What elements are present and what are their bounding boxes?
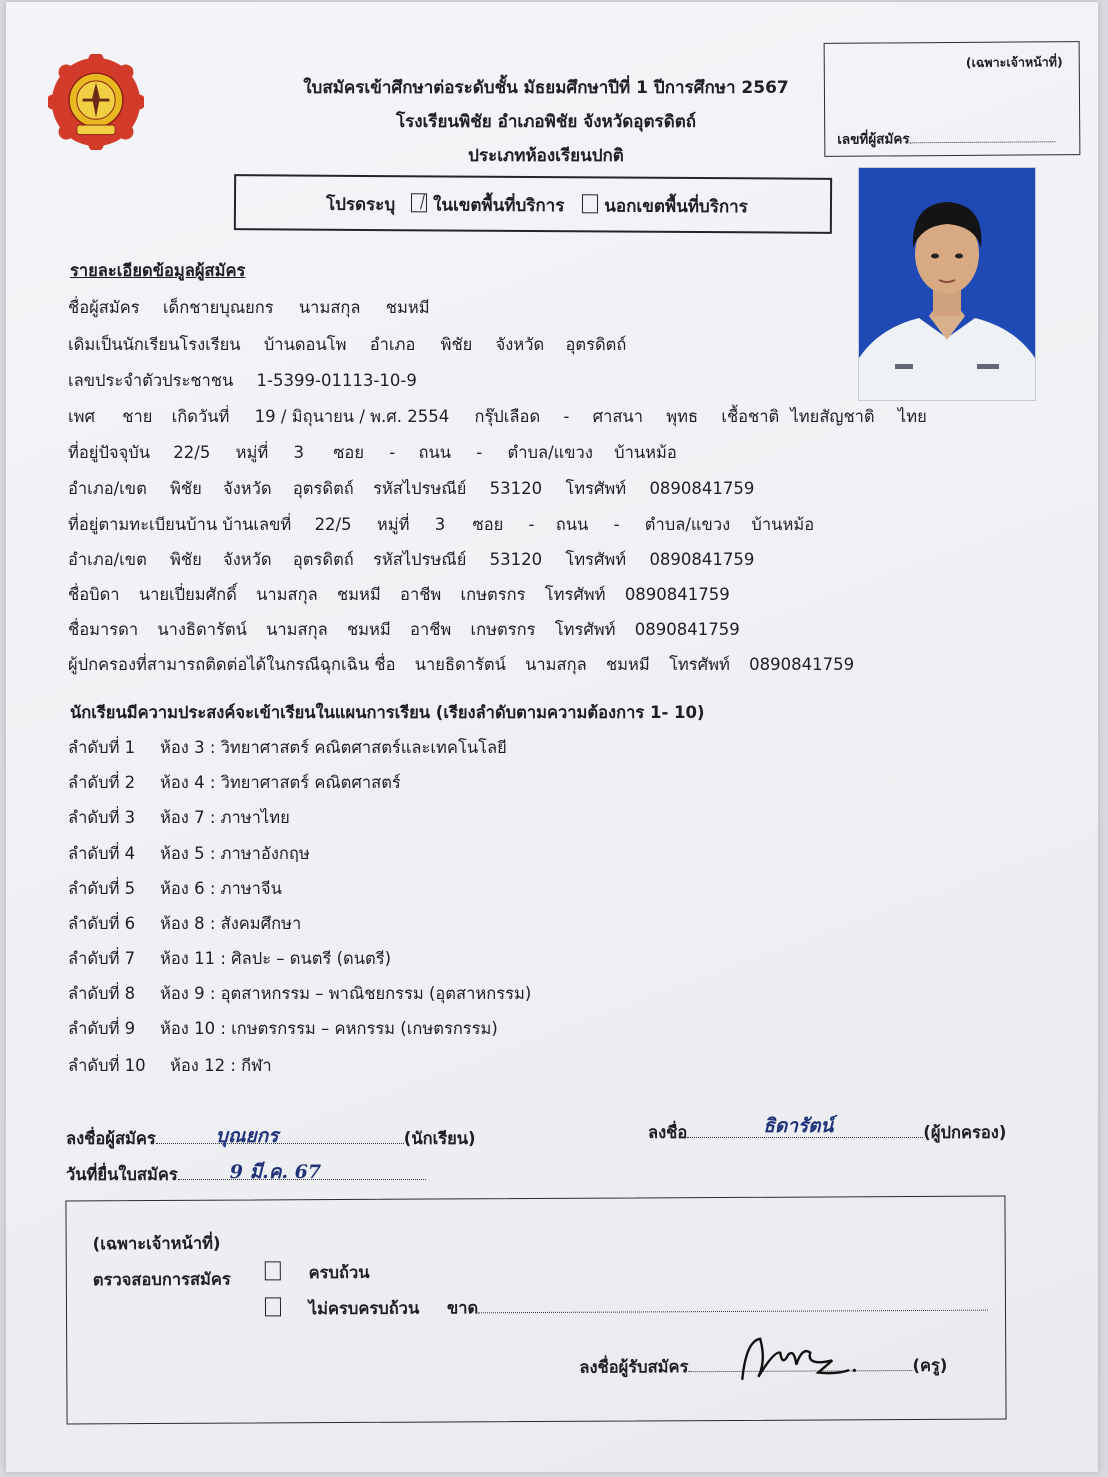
phone-2: 0890841759	[649, 550, 755, 569]
complete-label: ครบถ้วน	[308, 1262, 370, 1283]
staff-use-box	[65, 1196, 1006, 1425]
preference-item	[68, 1016, 498, 1042]
citizen-id: 1-5399-01113-10-9	[256, 371, 417, 390]
complete-option[interactable]	[265, 1260, 370, 1287]
reg-addr-label: ที่อยู่ตามทะเบียนบ้าน บ้านเลขที่	[68, 515, 292, 534]
amphoe-2: พิชัย	[170, 550, 202, 569]
guardian-signature-label: ลงชื่อ	[648, 1123, 688, 1142]
out-area-checkbox[interactable]	[582, 194, 598, 213]
preference-item	[68, 805, 290, 831]
area-selection-box	[234, 174, 832, 234]
mother-surname: ชมหมี	[346, 620, 391, 639]
complete-checkbox[interactable]	[265, 1261, 281, 1280]
preferences-title: นักเรียนมีความประสงค์จะเข้าเรียนในแผนการเรียน (เรียงลำดับตามความต้องการ 1- 10)	[70, 703, 705, 722]
province: อุตรดิตถ์	[565, 335, 627, 354]
submit-date-label: วันที่ยื่นใบสมัคร	[66, 1165, 178, 1184]
prev-school: บ้านดอนโพ	[263, 335, 347, 354]
phone-label: โทรศัพท์	[565, 479, 627, 498]
race: ไทย	[790, 407, 820, 426]
father-surname-label: นามสกุล	[256, 585, 318, 604]
guardian-role: (ผู้ปกครอง)	[923, 1123, 1007, 1142]
addr-no: 22/5	[173, 443, 211, 462]
amphoe: พิชัย	[170, 479, 202, 498]
incomplete-label: ไม่ครบครบถ้วน	[308, 1298, 420, 1319]
preference-room: ห้อง 6 : ภาษาจีน	[160, 879, 282, 898]
applicant-number-label: เลขที่ผู้สมัคร	[837, 131, 910, 148]
road-label-2: ถนน	[555, 515, 589, 534]
mother-occupation-label: อาชีพ	[410, 620, 452, 639]
application-form-page	[6, 2, 1098, 1472]
tambon-label: ตำบล/แขวง	[507, 443, 593, 462]
mother-row	[68, 617, 740, 643]
form-title: ใบสมัครเข้าศึกษาต่อระดับชั้น มัธยมศึกษาปีที่ 1 ปีการศึกษา 2567	[303, 78, 789, 98]
preference-room: ห้อง 12 : กีฬา	[170, 1056, 272, 1075]
guardian-surname-label: นามสกุล	[525, 655, 587, 674]
office-use-caption: (เฉพาะเจ้าหน้าที่)	[965, 54, 1063, 70]
moo-label-2: หมู่ที่	[376, 515, 410, 534]
reg-addr-no: 22/5	[314, 515, 352, 534]
submit-date-field[interactable]	[66, 1162, 426, 1188]
preference-rank: ลำดับที่ 8	[68, 984, 136, 1003]
soi-label-2: ซอย	[472, 515, 504, 534]
preference-rank: ลำดับที่ 4	[68, 844, 136, 863]
nationality: ไทย	[897, 407, 927, 426]
preference-item	[68, 735, 507, 761]
mother-surname-label: นามสกุล	[266, 620, 328, 639]
class-type: ประเภทห้องเรียนปกติ	[468, 146, 624, 166]
id-row	[68, 368, 417, 394]
road-2: -	[613, 515, 620, 534]
guardian-row	[68, 652, 854, 678]
staff-caption: (เฉพาะเจ้าหน้าที่)	[92, 1233, 221, 1254]
father-row	[68, 582, 730, 608]
guardian-name: นายธิดารัตน์	[414, 655, 506, 674]
blood-group: -	[563, 407, 570, 426]
blood-label: กรุ๊ปเลือด	[474, 407, 541, 426]
guardian-phone-label: โทรศัพท์	[669, 655, 730, 674]
incomplete-option[interactable]	[265, 1293, 988, 1323]
guardian-label: ผู้ปกครองที่สามารถติดต่อได้ในกรณีฉุกเฉิน ชื่อ	[68, 655, 396, 674]
in-area-label: ในเขตพื้นที่บริการ	[433, 195, 565, 217]
receiver-signature-label: ลงชื่อผู้รับสมัคร	[579, 1357, 689, 1377]
soi-2: -	[528, 515, 535, 534]
religion-label: ศาสนา	[592, 407, 643, 426]
district: พิชัย	[440, 335, 473, 354]
applicant-name: เด็กชายบุณยกร	[162, 298, 274, 317]
preference-rank: ลำดับที่ 3	[68, 808, 136, 827]
current-address-row	[68, 440, 677, 466]
preference-room: ห้อง 3 : วิทยาศาสตร์ คณิตศาสตร์และเทคโนโลยี	[160, 738, 507, 757]
name-label: ชื่อผู้สมัคร	[68, 298, 140, 317]
check-label: ตรวจสอบการสมัคร	[92, 1269, 231, 1290]
mother-label: ชื่อมารดา	[68, 620, 139, 639]
preference-item	[68, 911, 301, 937]
amphoe-label: อำเภอ/เขต	[68, 479, 147, 498]
in-area-checkbox[interactable]	[411, 193, 427, 212]
amphoe-label-2: อำเภอ/เขต	[68, 550, 147, 569]
school-logo	[48, 54, 144, 150]
mother-name: นางธิดารัตน์	[157, 620, 247, 639]
registered-district-row	[68, 547, 754, 573]
prev-school-label: เดิมเป็นนักเรียนโรงเรียน	[68, 335, 241, 354]
receiver-role: (ครู)	[912, 1355, 948, 1376]
addr-label: ที่อยู่ปัจจุบัน	[68, 443, 151, 462]
guardian-signature: ธิดารัตน์	[763, 1115, 834, 1137]
religion: พุทธ	[666, 407, 699, 426]
receiver-signature-scribble	[736, 1330, 866, 1385]
father-occupation-label: อาชีพ	[400, 585, 442, 604]
mother-phone-label: โทรศัพท์	[554, 620, 616, 639]
preference-room: ห้อง 5 : ภาษาอังกฤษ	[160, 844, 310, 863]
postal-label: รหัสไปรษณีย์	[373, 479, 467, 498]
road: -	[476, 443, 483, 462]
postal-label-2: รหัสไปรษณีย์	[373, 550, 467, 569]
preference-rank: ลำดับที่ 6	[68, 914, 136, 933]
preference-item	[68, 876, 282, 902]
preference-item	[68, 770, 401, 796]
father-phone: 0890841759	[624, 585, 730, 604]
preference-room: ห้อง 9 : อุตสาหกรรม – พาณิชยกรรม (อุตสาหกรรม)	[160, 984, 532, 1003]
preference-rank: ลำดับที่ 5	[68, 879, 136, 898]
mother-phone: 0890841759	[634, 620, 740, 639]
preference-item	[68, 841, 310, 867]
preference-room: ห้อง 8 : สังคมศึกษา	[160, 914, 302, 933]
id-label: เลขประจำตัวประชาชน	[68, 371, 234, 390]
road-label: ถนน	[418, 443, 452, 462]
nationality-label: สัญชาติ	[819, 407, 875, 426]
registered-address-row	[68, 512, 814, 538]
preference-room: ห้อง 10 : เกษตรกรรม – คหกรรม (เกษตรกรรม)	[160, 1019, 498, 1038]
previous-school-row	[68, 332, 626, 358]
preference-rank: ลำดับที่ 1	[68, 738, 136, 757]
preference-room: ห้อง 7 : ภาษาไทย	[160, 808, 290, 827]
dob: 19 / มิถุนายน / พ.ศ. 2554	[254, 407, 450, 426]
preference-rank: ลำดับที่ 10	[68, 1056, 146, 1075]
applicant-signature-label: ลงชื่อผู้สมัคร	[66, 1129, 156, 1148]
father-surname: ชมหมี	[336, 585, 381, 604]
sex: ชาย	[122, 407, 153, 426]
moo: 3	[293, 443, 304, 462]
province-label: จังหวัด	[495, 335, 545, 354]
school-name-line: โรงเรียนพิชัย อำเภอพิชัย จังหวัดอุตรดิตถ์	[395, 112, 697, 132]
preference-rank: ลำดับที่ 2	[68, 773, 136, 792]
missing-label: ขาด	[446, 1298, 479, 1318]
sex-label: เพศ	[68, 407, 95, 426]
preference-item	[68, 1053, 272, 1079]
applicant-role: (นักเรียน)	[403, 1129, 476, 1148]
soi-label: ซอย	[333, 443, 365, 462]
surname-label: นามสกุล	[298, 298, 361, 317]
current-district-row	[68, 476, 754, 502]
phone-label-2: โทรศัพท์	[565, 550, 627, 569]
moo-label: หมู่ที่	[235, 443, 269, 462]
postal-code-2: 53120	[489, 550, 543, 569]
district-label: อำเภอ	[369, 335, 416, 354]
tambon-label-2: ตำบล/แขวง	[644, 515, 731, 534]
province-label-2: จังหวัด	[223, 479, 272, 498]
race-label: เชื้อชาติ	[721, 407, 780, 426]
missing-field[interactable]	[478, 1310, 988, 1314]
guardian-signature-field[interactable]	[648, 1115, 1007, 1146]
father-phone-label: โทรศัพท์	[544, 585, 606, 604]
preference-rank: ลำดับที่ 9	[68, 1019, 136, 1038]
tambon: บ้านหม้อ	[614, 443, 677, 462]
details-section-title: รายละเอียดข้อมูลผู้สมัคร	[70, 261, 246, 280]
out-area-label: นอกเขตพื้นที่บริการ	[604, 196, 748, 218]
applicant-signature-field[interactable]	[66, 1126, 476, 1152]
preference-item	[68, 946, 391, 972]
dob-label: เกิดวันที่	[171, 407, 230, 426]
father-name: นายเปี่ยมศักดิ์	[138, 585, 237, 604]
name-row	[68, 295, 430, 321]
applicant-photo	[858, 167, 1036, 401]
preference-room: ห้อง 11 : ศิลปะ – ดนตรี (ดนตรี)	[160, 949, 392, 968]
soi: -	[389, 443, 396, 462]
province-3: อุตรดิตถ์	[292, 550, 354, 569]
phone: 0890841759	[649, 479, 755, 498]
postal-code: 53120	[489, 479, 543, 498]
tambon-2: บ้านหม้อ	[751, 515, 815, 534]
father-label: ชื่อบิดา	[68, 585, 120, 604]
selection-prompt: โปรดระบุ	[325, 194, 396, 216]
incomplete-checkbox[interactable]	[265, 1297, 281, 1316]
father-occupation: เกษตรกร	[460, 585, 526, 604]
applicant-signature: บุณยกร	[215, 1125, 279, 1147]
province-label-3: จังหวัด	[223, 550, 272, 569]
applicant-number-field[interactable]	[837, 126, 1056, 150]
preference-room: ห้อง 4 : วิทยาศาสตร์ คณิตศาสตร์	[160, 773, 401, 792]
preference-rank: ลำดับที่ 7	[68, 949, 136, 968]
guardian-surname: ชมหมี	[605, 655, 650, 674]
office-use-box	[824, 41, 1081, 157]
preference-item	[68, 981, 531, 1007]
receiver-signature-field[interactable]	[579, 1353, 947, 1381]
applicant-surname: ชมหมี	[385, 298, 430, 317]
mother-occupation: เกษตรกร	[470, 620, 536, 639]
personal-info-row	[68, 404, 927, 430]
moo-2: 3	[434, 515, 446, 534]
guardian-phone: 0890841759	[749, 655, 855, 674]
province-2: อุตรดิตถ์	[292, 479, 354, 498]
submit-date: 9 มี.ค. 67	[229, 1161, 322, 1183]
